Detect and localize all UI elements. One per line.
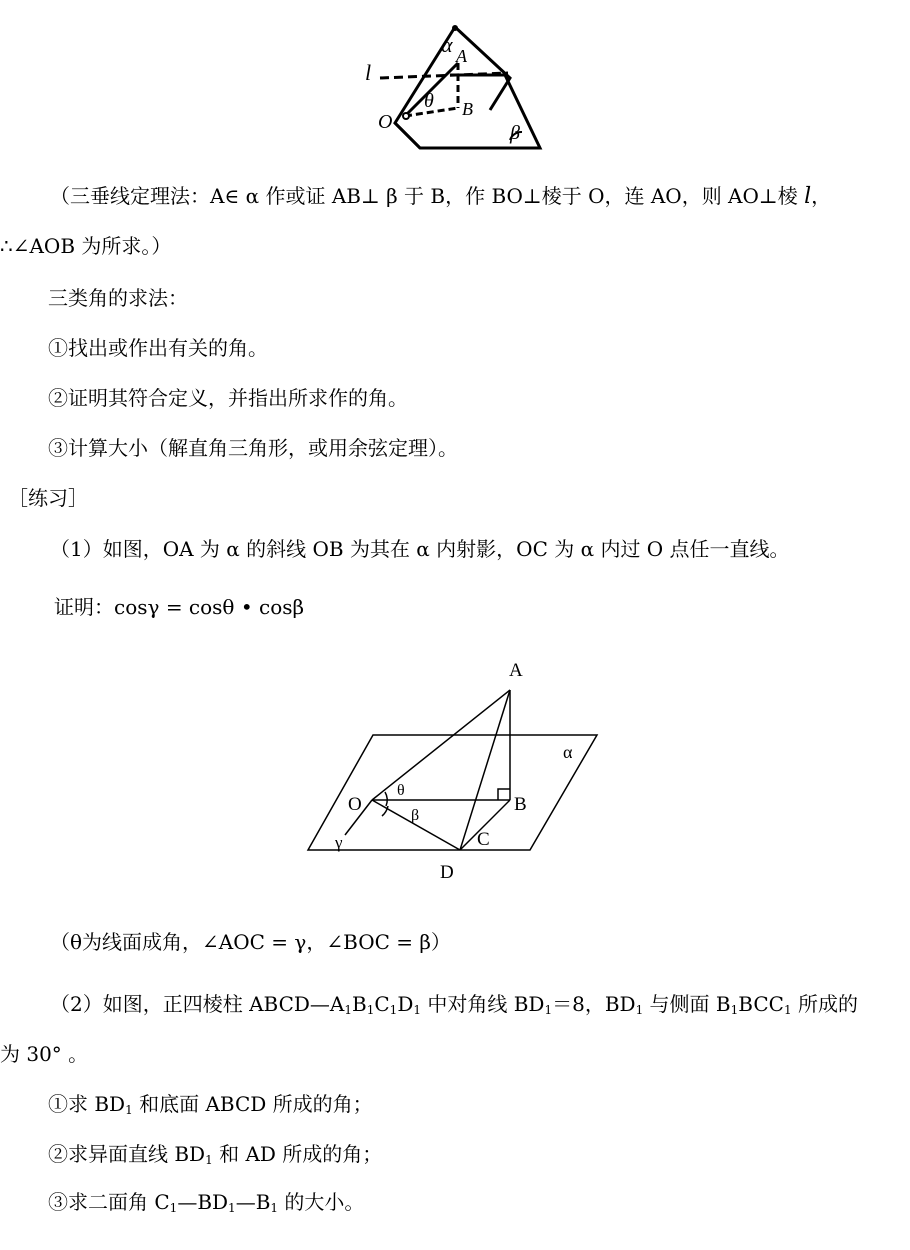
label-theta: θ: [424, 90, 434, 112]
label-A: A: [509, 660, 523, 681]
label-gamma: γ: [335, 833, 343, 852]
label-beta: β: [411, 807, 420, 824]
question-2: （2）如图，正四棱柱 $ABCD—A_1B_1C_1D_1$ 中对角线 $BD_1=8$，$BD_1$ 与侧面 $B_1BCC_1$ 所成的: [50, 992, 858, 1017]
label-alpha: α: [441, 32, 453, 57]
label-beta: β: [510, 122, 520, 144]
label-theta: θ: [397, 782, 405, 799]
practice-heading: ［练习］: [8, 486, 88, 510]
label-O: O: [378, 111, 393, 133]
three-perpendicular-method-text: （三垂线定理法：A∈ α 作或证 AB⊥ β 于 B，作 BO⊥棱于 O，连 AO，则 AO⊥棱 l，: [50, 184, 832, 209]
label-alpha: α: [563, 742, 573, 762]
label-D: D: [440, 862, 454, 883]
right-angle-mark: [498, 789, 510, 800]
method-item-1: ①找出或作出有关的角。: [48, 336, 268, 360]
three-perpendicular-conclusion: ∴∠AOB 为所求。）: [0, 234, 172, 258]
question-2-line-2: 为 30° 。: [0, 1042, 89, 1066]
angle-arc: [385, 792, 387, 806]
method-item-3: ③计算大小（解直角三角形，或用余弦定理）。: [48, 436, 458, 460]
plane-alpha: [308, 735, 597, 850]
label-O: O: [348, 794, 362, 815]
q2-item-2: ②求异面直线 $BD_1$ 和 AD 所成的角；: [48, 1142, 383, 1167]
method-item-2: ②证明其符合定义，并指出所求作的角。: [48, 386, 408, 410]
q2-item-1: ①求 $BD_1$ 和底面 ABCD 所成的角；: [48, 1092, 373, 1117]
label-C: C: [477, 829, 490, 850]
q2-item-3: ③求二面角 $C_1—BD_1—B_1$ 的大小。: [48, 1190, 365, 1215]
question-1: （1）如图，OA 为 α 的斜线 OB 为其在 α 内射影，OC 为 α 内过 O 点任一直线。: [50, 537, 790, 561]
proof-statement: 证明：cosγ = cosθ • cosβ: [54, 595, 305, 619]
label-l: l: [365, 60, 372, 85]
label-A: A: [456, 46, 467, 66]
methods-title: 三类角的求法：: [48, 286, 188, 310]
label-B: B: [462, 99, 473, 119]
segment-OA: [372, 690, 510, 800]
label-B: B: [514, 794, 527, 815]
figure-note: （θ为线面成角，∠AOC = γ，∠BOC = β）: [50, 930, 451, 954]
